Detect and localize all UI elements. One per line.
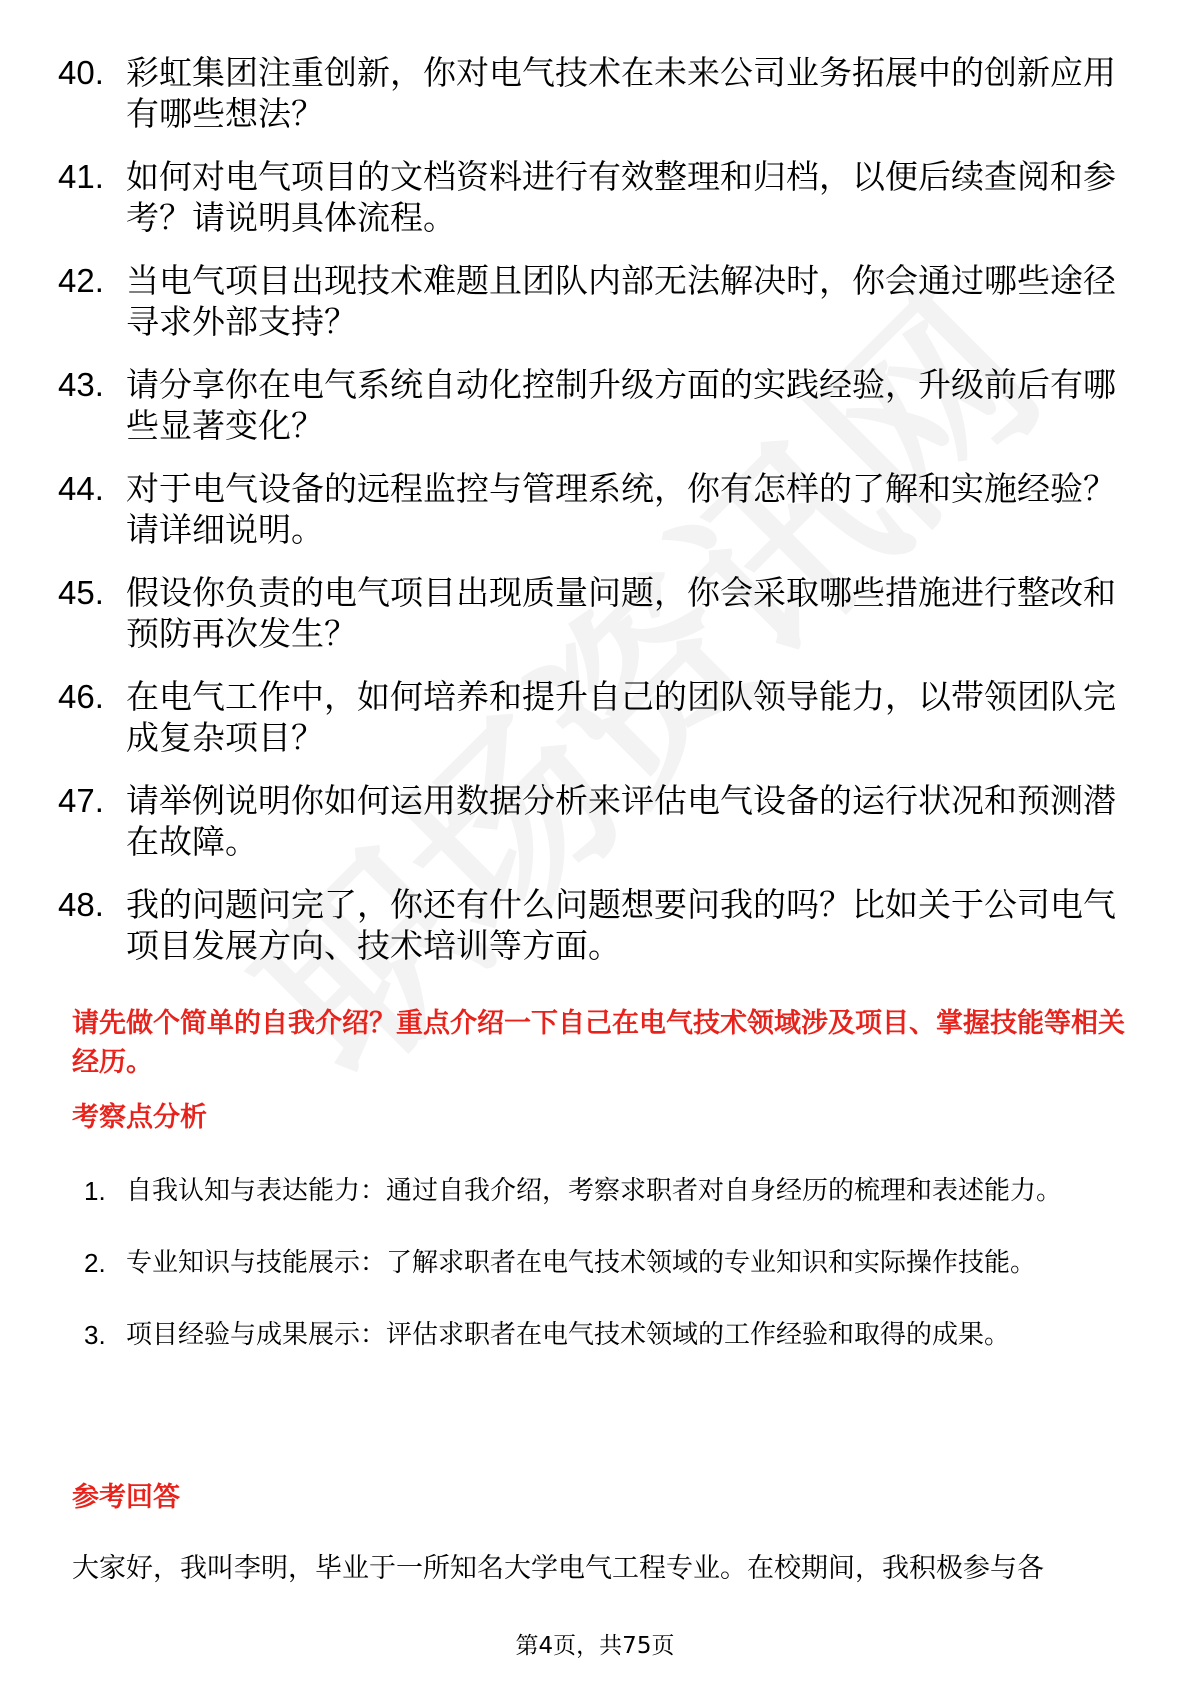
question-item bbox=[0, 156, 1190, 238]
question-item bbox=[0, 364, 1190, 446]
question-item bbox=[0, 676, 1190, 758]
question-number: 42. bbox=[58, 262, 104, 299]
analysis-item bbox=[0, 1162, 1190, 1220]
analysis-number: 1. bbox=[84, 1176, 106, 1206]
question-number: 43. bbox=[58, 366, 104, 403]
question-text: 当电气项目出现技术难题且团队内部无法解决时，你会通过哪些途径寻求外部支持？ bbox=[126, 261, 1116, 341]
highlight-question: 请先做个简单的自我介绍？重点介绍一下自己在电气技术领域涉及项目、掌握技能等相关经历。 bbox=[72, 1008, 1125, 1078]
analysis-item bbox=[0, 1306, 1190, 1364]
analysis-text: 专业知识与技能展示：了解求职者在电气技术领域的专业知识和实际操作技能。 bbox=[126, 1248, 1037, 1278]
question-text: 如何对电气项目的文档资料进行有效整理和归档，以便后续查阅和参考？请说明具体流程。 bbox=[126, 157, 1116, 237]
question-item bbox=[0, 572, 1190, 654]
analysis-text: 自我认知与表达能力：通过自我介绍，考察求职者对自身经历的梳理和表述能力。 bbox=[126, 1176, 1063, 1206]
question-text: 彩虹集团注重创新，你对电气技术在未来公司业务拓展中的创新应用有哪些想法？ bbox=[126, 53, 1116, 133]
question-text: 在电气工作中，如何培养和提升自己的团队领导能力，以带领团队完成复杂项目？ bbox=[126, 677, 1116, 757]
question-item bbox=[0, 260, 1190, 342]
question-number: 47. bbox=[58, 782, 104, 819]
question-text: 对于电气设备的远程监控与管理系统，你有怎样的了解和实施经验？请详细说明。 bbox=[126, 469, 1116, 549]
question-text: 假设你负责的电气项目出现质量问题，你会采取哪些措施进行整改和预防再次发生？ bbox=[126, 573, 1116, 653]
question-text: 请举例说明你如何运用数据分析来评估电气设备的运行状况和预测潜在故障。 bbox=[126, 781, 1116, 861]
question-list bbox=[0, 52, 1190, 988]
analysis-item bbox=[0, 1234, 1190, 1292]
question-item bbox=[0, 780, 1190, 862]
question-number: 41. bbox=[58, 158, 104, 195]
answer-title: 参考回答 bbox=[72, 1482, 180, 1513]
question-number: 46. bbox=[58, 678, 104, 715]
analysis-title: 考察点分析 bbox=[72, 1102, 207, 1133]
answer-text: 大家好，我叫李明，毕业于一所知名大学电气工程专业。在校期间，我积极参与各 bbox=[72, 1553, 1044, 1584]
question-item bbox=[0, 468, 1190, 550]
analysis-text: 项目经验与成果展示：评估求职者在电气技术领域的工作经验和取得的成果。 bbox=[126, 1320, 1011, 1350]
question-number: 48. bbox=[58, 886, 104, 923]
analysis-number: 2. bbox=[84, 1248, 106, 1278]
analysis-list bbox=[0, 1162, 1190, 1378]
question-number: 44. bbox=[58, 470, 104, 507]
question-number: 45. bbox=[58, 574, 104, 611]
question-text: 请分享你在电气系统自动化控制升级方面的实践经验，升级前后有哪些显著变化？ bbox=[126, 365, 1116, 445]
question-text: 我的问题问完了，你还有什么问题想要问我的吗？比如关于公司电气项目发展方向、技术培训等方面。 bbox=[126, 885, 1116, 965]
question-item bbox=[0, 52, 1190, 134]
page-footer: 第4页，共75页 bbox=[515, 1633, 675, 1659]
question-item bbox=[0, 884, 1190, 966]
analysis-number: 3. bbox=[84, 1320, 106, 1350]
question-number: 40. bbox=[58, 54, 104, 91]
